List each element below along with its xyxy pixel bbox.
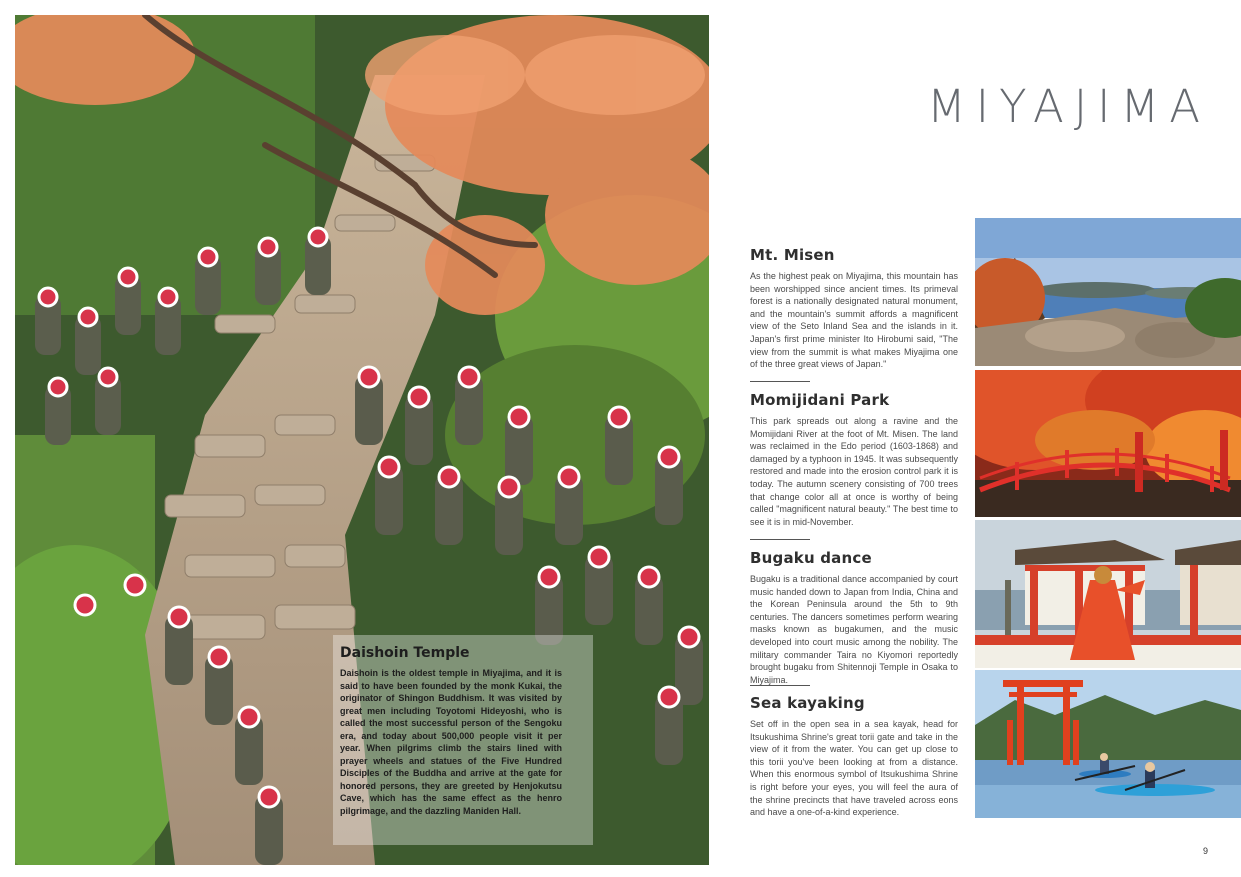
section-divider	[750, 381, 810, 382]
section-bugaku-dance	[750, 549, 958, 686]
section-heading: Mt. Misen	[750, 246, 835, 264]
daishoin-heading: Daishoin Temple	[340, 645, 470, 661]
photo-sea-kayaking	[975, 670, 1241, 818]
section-sea-kayaking	[750, 694, 958, 819]
photo-momijidani-park	[975, 370, 1241, 517]
section-mt-misen	[750, 246, 958, 371]
daishoin-caption	[340, 645, 562, 817]
section-body: Bugaku is a traditional dance accompanied by court music handed down to Japan from India, China and the Korean Peninsula around the 5th to 9th centuries. The dancers sometimes perform wearing masks known as bugakumen, and the music developed into court music among the nobility. The military commander Taira no Kiyomori reportedly brought bugaku from Shitennoji Temple in Osaka to Miyajima.	[750, 574, 958, 685]
daishoin-body: Daishoin is the oldest temple in Miyajima, and it is said to have been founded by the monk Kukai, the originator of Shingon Buddhism. It was visited by great men including Toyotomi Hideyoshi, who is called the most successful person of the Sengoku era, and today about 500,000 people visit it per year. When pilgrims climb the stairs lined with prayer wheels and statues of the Five Hundred Disciples of the Buddha and arrive at the gate for honored persons, they are greeted by Henjokutsu Cave, which has the same effect as the henro pilgrimage, and the dazzling Maniden Hall.	[340, 668, 562, 816]
page-number: 9	[1203, 846, 1209, 856]
photo-bugaku-dance	[975, 520, 1241, 668]
section-heading: Sea kayaking	[750, 694, 865, 712]
section-body: This park spreads out along a ravine and the Momijidani River at the foot of Mt. Misen. The land was reclaimed in the Edo period (1603-1868) and damaged by a typhoon in 1945. It was subsequently restored and made into the erosion control park it is today. The autumn scenery consisting of 700 trees that change color all at once is worthy of being called "magnificent natural beauty." The best time to see it is in mid-November.	[750, 416, 958, 527]
photo-mt-misen	[975, 218, 1241, 366]
section-divider	[750, 539, 810, 540]
page-title: MIYAJIMA	[926, 80, 1210, 133]
section-heading: Bugaku dance	[750, 549, 872, 567]
section-body: Set off in the open sea in a sea kayak, head for Itsukushima Shrine's great torii gate and take in the view of it from the water. You can get up close to this torii you've been looking at from a distance. When this enormous symbol of Itsukushima Shrine is right before your eyes, you will feel the aura of the shrine precincts that have traveled across eons and have a one-of-a-kind experience.	[750, 719, 958, 818]
section-momijidani-park	[750, 391, 958, 528]
section-body: As the highest peak on Miyajima, this mountain has been worshipped since ancient times. Its primeval forest is a nationally designated natural monument, and the mountain's summit affords a magnificent view of the Seto Inland Sea and the islands in it. Japan's first prime minister Ito Hirobumi said, "The view from the summit is what makes Miyajima one of the three great views of Japan."	[750, 271, 958, 370]
section-divider	[750, 685, 810, 686]
section-heading: Momijidani Park	[750, 391, 890, 409]
